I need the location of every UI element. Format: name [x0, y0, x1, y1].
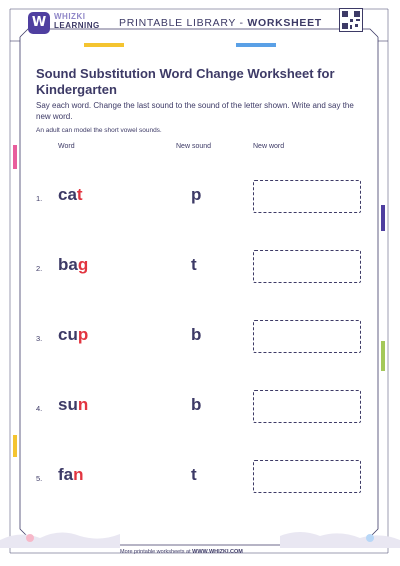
footer-text — [120, 549, 243, 555]
word-stem: ca — [58, 185, 77, 204]
library-text: PRINTABLE LIBRARY - — [119, 17, 248, 29]
worksheet-header — [28, 8, 368, 36]
exercise-row — [0, 390, 400, 430]
row-number: 2. — [36, 264, 43, 273]
word-stem: su — [58, 395, 78, 414]
brand-line-1: WHIZKI — [54, 12, 86, 21]
row-number: 5. — [36, 474, 43, 483]
word-stem: fa — [58, 465, 74, 484]
instructions: Say each word. Change the last sound to the sound of the letter shown. Write and say the new word. — [36, 101, 354, 121]
adult-note: An adult can model the short vowel sounds. — [36, 127, 162, 134]
column-header-new-word: New word — [253, 143, 285, 150]
original-word — [58, 395, 88, 415]
exercise-row — [0, 250, 400, 290]
bottom-decoration — [0, 522, 400, 548]
last-sound: t — [76, 185, 83, 204]
worksheet-title: Sound Substitution Word Change Worksheet for Kindergarten — [36, 66, 335, 97]
exercise-row — [0, 460, 400, 500]
qr-code-icon — [339, 8, 363, 32]
logo-letter: W — [31, 15, 47, 30]
new-sound-letter: t — [191, 255, 197, 274]
word-stem: ba — [58, 255, 78, 274]
new-word-answer-box[interactable] — [253, 180, 361, 213]
row-number: 1. — [36, 194, 43, 203]
stripe-yellow-left — [84, 43, 124, 47]
new-sound-letter: t — [191, 465, 197, 484]
original-word — [58, 465, 84, 485]
original-word — [58, 255, 88, 275]
original-word — [58, 185, 83, 205]
new-sound-letter: b — [191, 325, 202, 344]
column-header-new-sound: New sound — [176, 143, 212, 150]
library-emphasis: WORKSHEET — [247, 17, 322, 29]
new-word-answer-box[interactable] — [253, 250, 361, 283]
brand-line-2: LEARNING — [54, 21, 100, 30]
footer-prefix: More printable worksheets at — [120, 549, 193, 555]
new-word-answer-box[interactable] — [253, 320, 361, 353]
last-sound: n — [73, 465, 84, 484]
row-number: 4. — [36, 404, 43, 413]
new-word-answer-box[interactable] — [253, 390, 361, 423]
new-sound-letter: b — [191, 395, 202, 414]
last-sound: p — [77, 325, 89, 344]
new-word-answer-box[interactable] — [253, 460, 361, 493]
library-label — [119, 17, 322, 29]
footer-site-link[interactable]: WWW.WHIZKI.COM — [192, 549, 243, 555]
column-header-word: Word — [58, 143, 75, 150]
stripe-blue-right — [236, 43, 276, 47]
word-stem: cu — [58, 325, 78, 344]
exercise-row — [0, 180, 400, 220]
exercise-row — [0, 320, 400, 360]
original-word — [58, 325, 88, 345]
brand-name — [54, 12, 100, 30]
last-sound: g — [77, 255, 89, 274]
last-sound: n — [77, 395, 89, 414]
row-number: 3. — [36, 334, 43, 343]
whizki-logo — [28, 12, 50, 34]
new-sound-letter: p — [191, 185, 202, 204]
